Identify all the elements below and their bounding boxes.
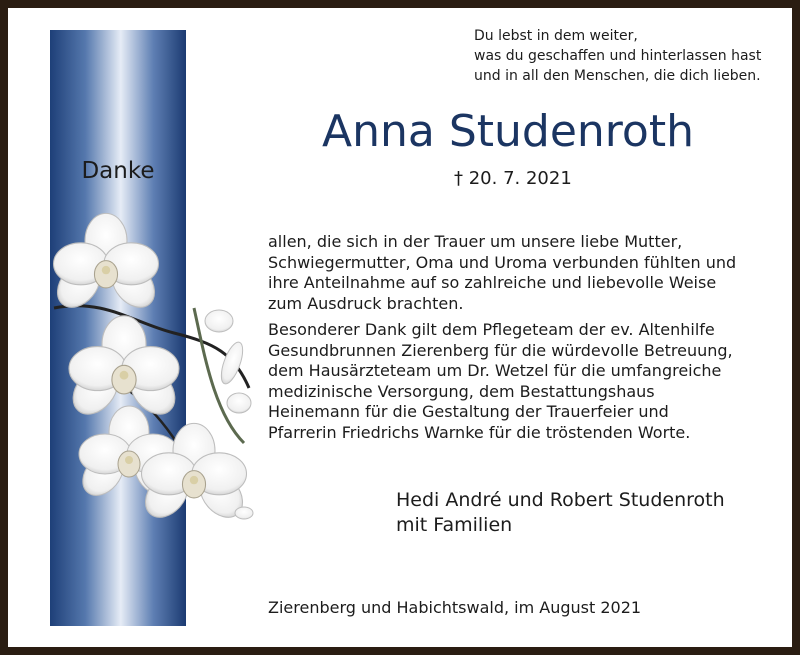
special-thanks-paragraph	[268, 320, 768, 443]
quote-line: was du geschaffen und hinterlassen hast	[474, 48, 762, 64]
paragraph-line: allen, die sich in der Trauer um unsere liebe Mutter,	[268, 232, 683, 251]
paragraph-line: ihre Anteilnahme auf so zahlreiche und liebevolle Weise	[268, 273, 717, 292]
paragraph-line: Heinemann für die Gestaltung der Trauerfeier und	[268, 402, 669, 421]
thanks-paragraph	[268, 232, 768, 314]
paragraph-line: zum Ausdruck brachten.	[268, 293, 464, 313]
signature-line: mit Familien	[396, 514, 513, 536]
paragraph-line: medizinische Versorgung, dem Bestattungshaus	[268, 381, 655, 401]
family-signature	[396, 488, 776, 538]
paragraph-line: dem Hausärzteteam um Dr. Wetzel für die umfangreiche	[268, 361, 722, 380]
quote-line: Du lebst in dem weiter,	[474, 28, 638, 44]
paragraph-line: Gesundbrunnen Zierenberg für die würdevolle Betreuung,	[268, 340, 733, 360]
thanks-label: Danke	[81, 158, 155, 184]
death-date: † 20. 7. 2021	[454, 168, 572, 189]
deceased-name: Anna Studenroth	[322, 106, 694, 157]
signature-line: Hedi André und Robert Studenroth	[396, 489, 725, 511]
obituary-card	[8, 8, 792, 647]
orchid-image	[44, 213, 256, 543]
paragraph-line: Besonderer Dank gilt dem Pflegeteam der ev. Altenhilfe	[268, 320, 715, 339]
paragraph-line: Schwiegermutter, Oma und Uroma verbunden fühlten und	[268, 252, 737, 272]
place-and-date: Zierenberg und Habichtswald, im August 2021	[268, 598, 642, 617]
quote-line: und in all den Menschen, die dich lieben.	[474, 68, 761, 84]
memorial-quote	[474, 26, 784, 86]
paragraph-line: Pfarrerin Friedrichs Warnke für die tröstenden Worte.	[268, 422, 691, 442]
